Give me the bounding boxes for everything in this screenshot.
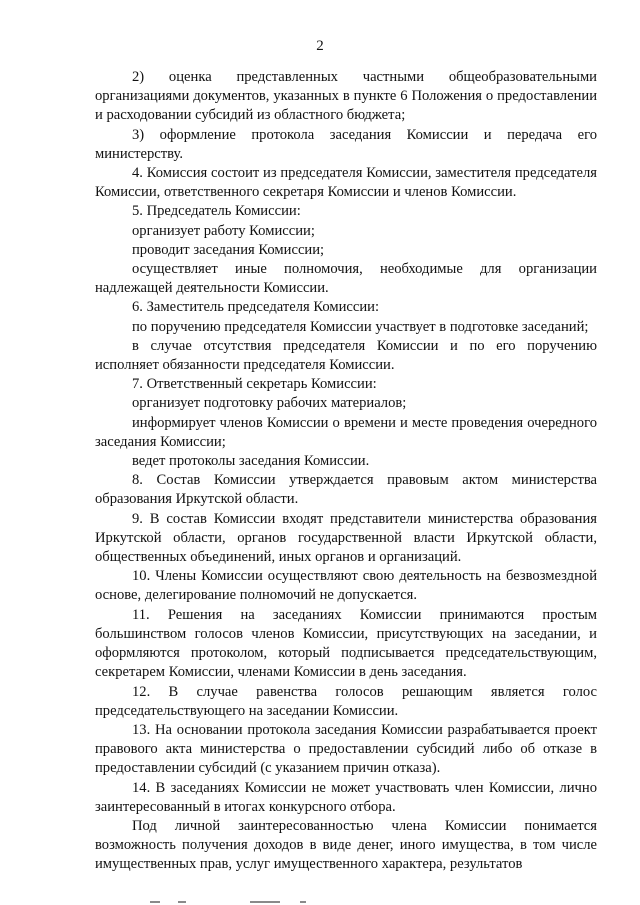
paragraph: по поручению председателя Комиссии участвует в подготовке заседаний; [132,318,589,335]
paragraph: 6. Заместитель председателя Комиссии: [132,299,380,316]
paragraph: 2) оценка представленных частными общеобразовательными организациями документов, указанных в пункте 6 Положения о предоставлении и расходовании субсидий из областного бюджета; [95,69,597,124]
paragraph: 14. В заседаниях Комиссии не может участвовать член Комиссии, лично заинтересованный в итогах конкурсного отбора. [95,779,597,815]
paragraph: проводит заседания Комиссии; [132,241,325,258]
scan-edge-marks [0,899,640,903]
document-body [95,68,597,875]
paragraph: 9. В состав Комиссии входят представители министерства образования Иркутской области, органов государственной власти Иркутской области, общественных объединений, иных органов и организаций. [95,510,597,566]
paragraph: Под личной заинтересованностью члена Комиссии понимается возможность получения доходов в виде денег, иного имущества, в том числе имущественных прав, услуг имущественного характера, результатов [95,817,597,873]
scan-mark [300,901,306,903]
scan-mark [178,901,186,903]
paragraph: 10. Члены Комиссии осуществляют свою деятельность на безвозмездной основе, делегирование полномочий не допускается. [95,568,597,604]
paragraph: 7. Ответственный секретарь Комиссии: [132,376,377,393]
paragraph: ведет протоколы заседания Комиссии. [132,453,370,470]
paragraph: 13. На основании протокола заседания Комиссии разрабатывается проект правового акта министерства о предоставлении субсидий либо об отказе в предоставлении субсидий (с указанием причин отказа). [95,721,597,777]
paragraph: 5. Председатель Комиссии: [132,203,301,220]
paragraph: организует работу Комиссии; [132,222,315,239]
page-number: 2 [316,38,324,54]
paragraph: в случае отсутствия председателя Комиссии и по его поручению исполняет обязанности председателя Комиссии. [95,337,597,374]
paragraph: 3) оформление протокола заседания Комиссии и передача его министерству. [95,126,597,162]
paragraph: информирует членов Комиссии о времени и месте проведения очередного заседания Комиссии; [95,414,597,450]
paragraph: осуществляет иные полномочия, необходимые для организации надлежащей деятельности Комиссии. [95,261,597,297]
paragraph: 8. Состав Комиссии утверждается правовым актом министерства образования Иркутской области. [95,472,597,508]
scan-mark [250,901,280,903]
paragraph: 4. Комиссия состоит из председателя Комиссии, заместителя председателя Комиссии, ответственного секретаря Комиссии и членов Комиссии. [95,165,597,201]
scan-mark [150,901,160,903]
paragraph: организует подготовку рабочих материалов; [132,395,407,412]
paragraph: 11. Решения на заседаниях Комиссии принимаются простым большинством голосов членов Комиссии, присутствующих на заседании, и оформляются протоколом, который подписывается председательствующим, секретарем Комиссии, членами Комиссии в день заседания. [95,606,597,681]
paragraph: 12. В случае равенства голосов решающим является голос председательствующего на заседании Комиссии. [95,683,597,719]
